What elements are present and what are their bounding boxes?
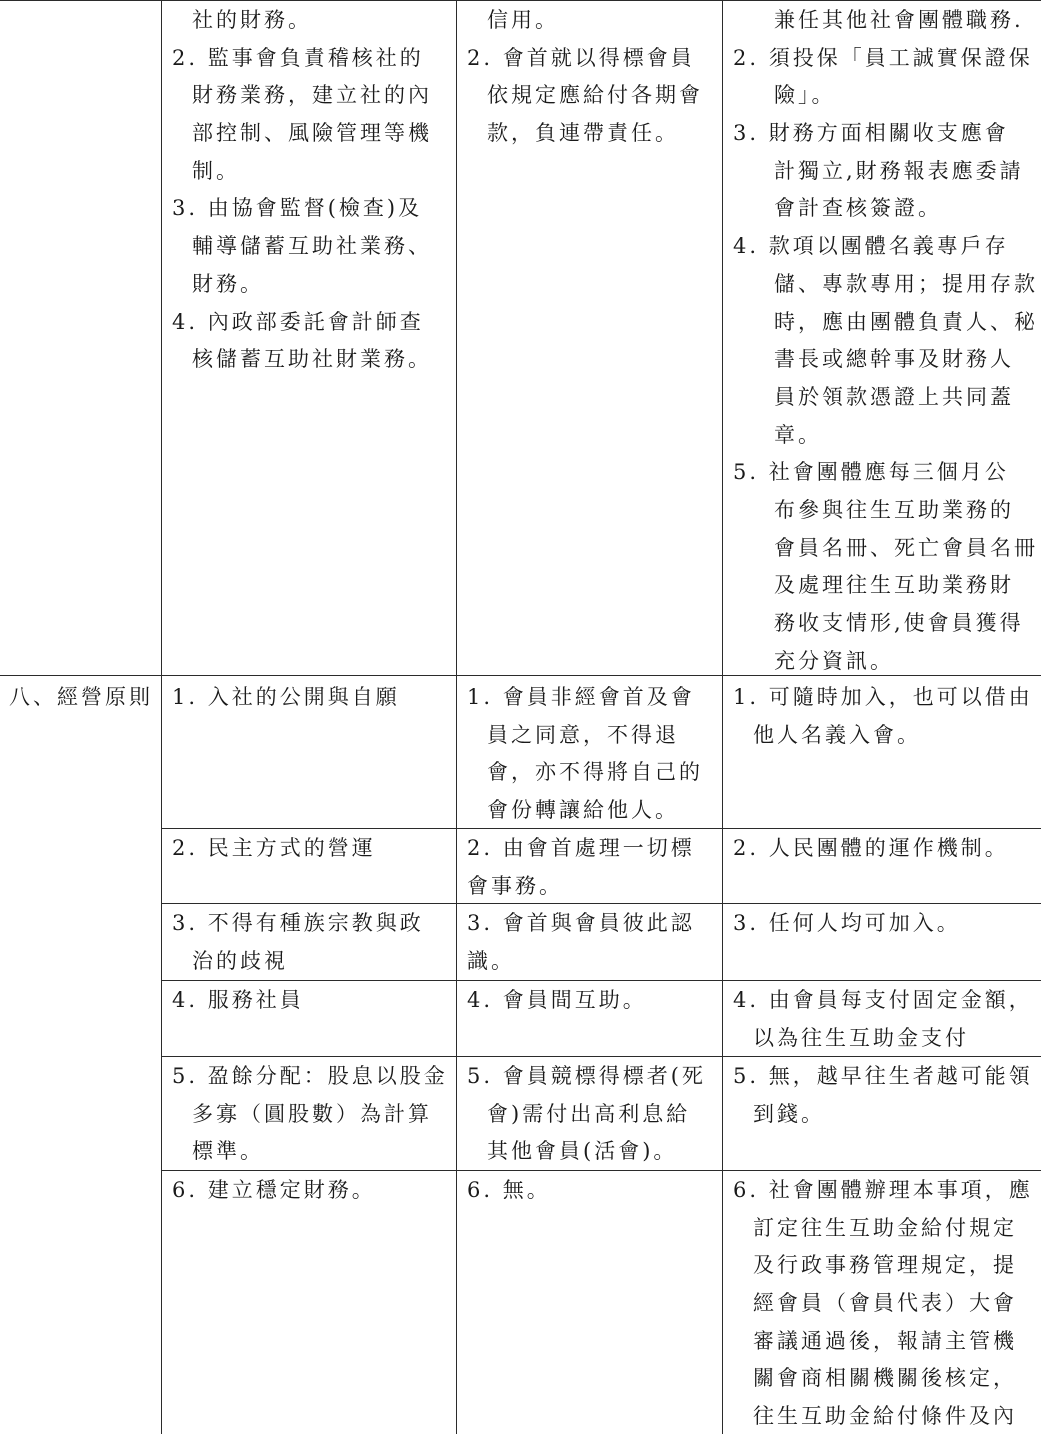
row7-col3-cell bbox=[733, 2, 1039, 680]
row7-col2-line: 依規定應給付各期會 bbox=[487, 83, 703, 108]
row7-col1-line: 核儲蓄互助社財業務。 bbox=[192, 347, 432, 372]
row8-1-col1-line: 1. 入社的公開與自願 bbox=[172, 685, 400, 709]
row7-col3-line: 儲、專款專用；提用存款 bbox=[774, 271, 1038, 296]
row8-5-col1-cell bbox=[172, 1058, 454, 1171]
row8-3-col2-line: 3. 會首與會員彼此認 bbox=[467, 911, 695, 935]
row8-4-col1-cell bbox=[172, 982, 454, 1020]
row7-col3-line: 會員名冊、死亡會員名冊 bbox=[774, 535, 1038, 560]
column-divider-2 bbox=[456, 0, 457, 1434]
row8-6-col3-cell bbox=[733, 1172, 1039, 1436]
row7-col1-line: 4. 內政部委託會計師查 bbox=[172, 309, 424, 334]
row7-col3-line: 5. 社會團體應每三個月公 bbox=[733, 460, 1009, 485]
row7-col2-line: 款，負連帶責任。 bbox=[487, 121, 679, 146]
row8-3-col1-line: 3. 不得有種族宗教與政 bbox=[172, 911, 424, 935]
row8-1-col1-cell bbox=[172, 679, 454, 717]
row8-6-col3-line: 訂定往生互助金給付規定 bbox=[753, 1215, 1017, 1240]
row7-col3-line: 4. 款項以團體名義專戶存 bbox=[733, 234, 1009, 259]
row8-5-col3-cell bbox=[733, 1058, 1039, 1133]
row8-4-col3-line: 4. 由會員每支付固定金額， bbox=[733, 988, 1033, 1012]
row8-5-col3-line: 到錢。 bbox=[753, 1101, 825, 1126]
row8-5-col1-line: 多寡（圓股數）為計算 bbox=[192, 1101, 432, 1126]
row7-col3-line: 及處理往生互助業務財 bbox=[774, 573, 1014, 598]
row7-col3-line: 充分資訊。 bbox=[774, 648, 894, 673]
row8-6-col3-line: 6. 社會團體辦理本事項，應 bbox=[733, 1178, 1033, 1202]
row7-col3-line: 章。 bbox=[774, 422, 822, 447]
row8-1-col2-line: 會，亦不得將自己的 bbox=[487, 760, 703, 785]
column-divider-1 bbox=[161, 0, 162, 1434]
row8-5-col3-line: 5. 無，越早往生者越可能領 bbox=[733, 1064, 1033, 1088]
row7-col3-line: 時，應由團體負責人、秘 bbox=[774, 309, 1038, 334]
row8-3-col2-line: 識。 bbox=[467, 948, 515, 973]
row8-5-col1-line: 標準。 bbox=[192, 1139, 264, 1164]
row8-6-col3-line: 往生互助金給付條件及內 bbox=[753, 1404, 1017, 1429]
row8-5-col2-line: 5. 會員競標得標者(死 bbox=[467, 1064, 706, 1088]
row7-col3-line: 務收支情形,使會員獲得 bbox=[774, 611, 1024, 635]
row8-1-col2-cell bbox=[467, 679, 719, 830]
section8-label bbox=[9, 679, 159, 717]
row8-6-col1-cell bbox=[172, 1172, 454, 1210]
row7-col1-line: 制。 bbox=[192, 158, 240, 183]
row8-6-col3-line: 審議通過後，報請主管機 bbox=[753, 1328, 1017, 1353]
row7-col2-cell bbox=[467, 2, 719, 153]
row8-2-col3-cell bbox=[733, 830, 1039, 868]
row8-4-col3-line: 以為往生互助金支付 bbox=[753, 1025, 969, 1050]
row8-4-col1-line: 4. 服務社員 bbox=[172, 988, 304, 1012]
row7-col3-line: 險」。 bbox=[774, 83, 836, 108]
row8-6-col2-line: 6. 無。 bbox=[467, 1178, 551, 1202]
row7-col3-line: 2. 須投保「員工誠實保證保 bbox=[733, 45, 1033, 70]
row8-5-col2-line: 其他會員(活會)。 bbox=[487, 1139, 678, 1164]
row7-col1-line: 社的財務。 bbox=[192, 8, 312, 32]
row8-6-col3-line: 及行政事務管理規定，提 bbox=[753, 1253, 1017, 1278]
row7-col3-line: 書長或總幹事及財務人 bbox=[774, 347, 1014, 372]
row8-5-col2-cell bbox=[467, 1058, 719, 1171]
row7-col3-line: 3. 財務方面相關收支應會 bbox=[733, 121, 1009, 146]
row8-4-col3-cell bbox=[733, 982, 1039, 1057]
row8-3-col3-cell bbox=[733, 905, 1039, 943]
row7-col3-line: 會計查核簽證。 bbox=[774, 196, 942, 221]
row7-col2-line: 2. 會首就以得標會員 bbox=[467, 45, 695, 70]
row8-2-col2-cell bbox=[467, 830, 719, 905]
row7-col2-line: 信用。 bbox=[487, 8, 559, 32]
row8-2-col1-line: 2. 民主方式的營運 bbox=[172, 836, 376, 860]
row8-3-col1-line: 治的歧視 bbox=[192, 948, 288, 973]
row7-col3-line: 計獨立,財務報表應委請 bbox=[774, 158, 1024, 183]
row8-1-col3-cell bbox=[733, 679, 1039, 754]
row7-col1-line: 部控制、風險管理等機 bbox=[192, 121, 432, 146]
row7-col1-line: 財務。 bbox=[192, 271, 264, 296]
row8-5-col2-line: 會)需付出高利息給 bbox=[487, 1101, 691, 1126]
row8-4-col2-line: 4. 會員間互助。 bbox=[467, 988, 647, 1012]
row8-6-col3-line: 經會員（會員代表）大會 bbox=[753, 1291, 1017, 1316]
row8-5-col1-line: 5. 盈餘分配：股息以股金 bbox=[172, 1064, 448, 1088]
row8-3-col2-cell bbox=[467, 905, 719, 980]
row7-col1-cell bbox=[172, 2, 454, 379]
row8-6-col2-cell bbox=[467, 1172, 719, 1210]
row8-1-col2-line: 會份轉讓給他人。 bbox=[487, 798, 679, 823]
row8-4-col2-cell bbox=[467, 982, 719, 1020]
row7-col1-line: 2. 監事會負責稽核社的 bbox=[172, 45, 424, 70]
row8-2-col1-cell bbox=[172, 830, 454, 868]
row7-col1-line: 財務業務，建立社的內 bbox=[192, 83, 432, 108]
row8-6-col1-line: 6. 建立穩定財務。 bbox=[172, 1178, 376, 1202]
section8-label-text: 八、經營原則 bbox=[9, 685, 153, 709]
row8-2-col2-line: 2. 由會首處理一切標 bbox=[467, 836, 695, 860]
row7-col1-line: 輔導儲蓄互助社業務、 bbox=[192, 234, 432, 259]
row7-col3-line: 員於領款憑證上共同蓋 bbox=[774, 384, 1014, 409]
row8-2-col2-line: 會事務。 bbox=[467, 873, 563, 898]
row8-1-col3-line: 他人名義入會。 bbox=[753, 722, 921, 747]
row7-col3-line: 兼任其他社會團體職務. bbox=[774, 8, 1024, 32]
row7-col1-line: 3. 由協會監督(檢查)及 bbox=[172, 196, 423, 221]
row8-3-col1-cell bbox=[172, 905, 454, 980]
row8-2-col3-line: 2. 人民團體的運作機制。 bbox=[733, 836, 1009, 860]
row8-1-col3-line: 1. 可隨時加入，也可以借由 bbox=[733, 685, 1033, 709]
row8-1-col2-line: 1. 會員非經會首及會 bbox=[467, 685, 695, 709]
column-divider-3 bbox=[722, 0, 723, 1434]
row8-3-col3-line: 3. 任何人均可加入。 bbox=[733, 911, 961, 935]
table-top-border bbox=[0, 0, 1041, 1]
row7-col3-line: 布參與往生互助業務的 bbox=[774, 497, 1014, 522]
row8-1-col2-line: 員之同意，不得退 bbox=[487, 722, 679, 747]
row8-6-col3-line: 關會商相關機關後核定， bbox=[753, 1366, 1017, 1391]
